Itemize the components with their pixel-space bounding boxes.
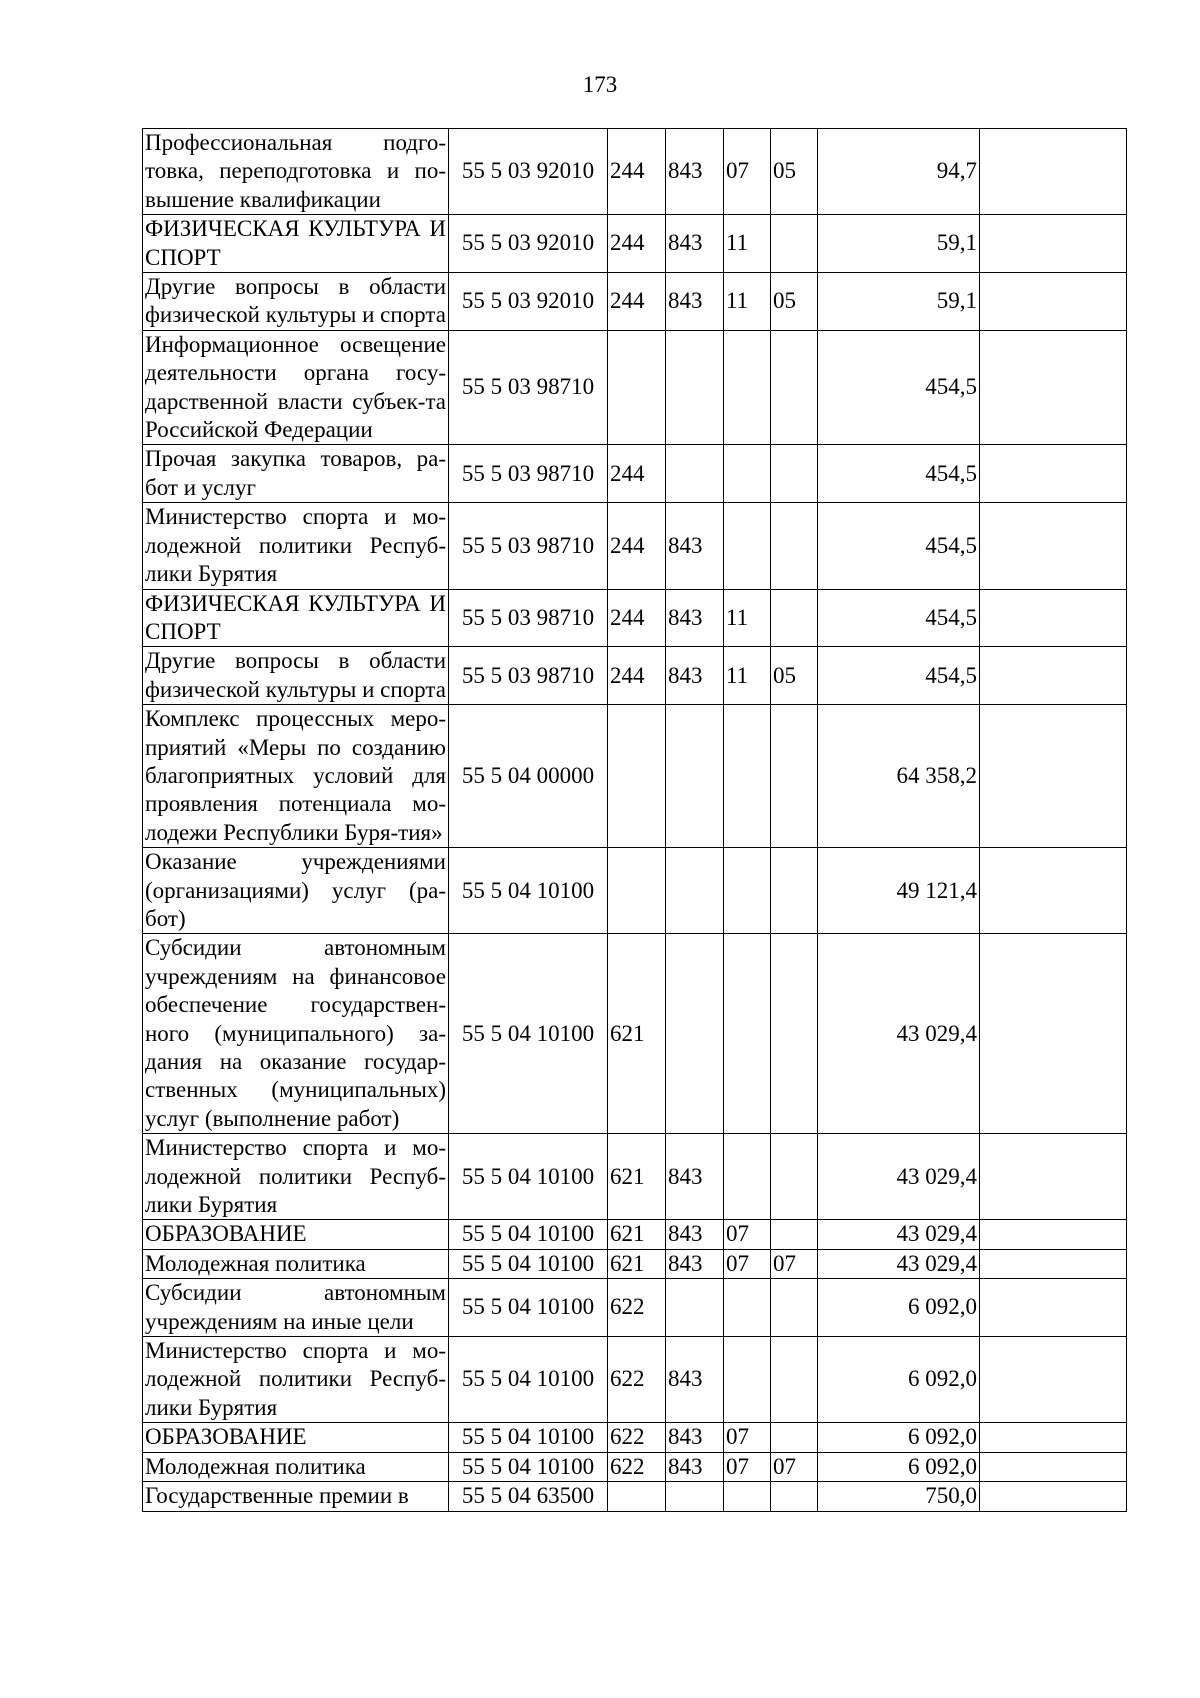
row-subsection-cell [771, 330, 818, 445]
row-subsection-cell [771, 1279, 818, 1337]
row-section-cell [724, 330, 771, 445]
row-name-cell: Информационное освещение деятельности органа госу-дарственной власти субъек-та Российской Федерации [143, 330, 449, 445]
row-section-cell [724, 1482, 771, 1511]
row-subsection-cell [771, 589, 818, 647]
row-subsection-cell [771, 848, 818, 934]
row-amount-cell: 64 358,2 [818, 705, 980, 848]
row-section-cell: 07 [724, 129, 771, 215]
table-row [143, 1134, 1127, 1220]
row-expense-type-cell: 621 [608, 1249, 666, 1278]
row-target-code-cell: 55 5 03 98710 [449, 647, 608, 705]
row-department-code-cell: 843 [666, 273, 724, 331]
row-target-code-cell: 55 5 04 10100 [449, 848, 608, 934]
row-expense-type-cell [608, 705, 666, 848]
row-expense-type-cell: 244 [608, 445, 666, 503]
row-target-code-cell: 55 5 03 98710 [449, 330, 608, 445]
row-empty-cell [980, 1220, 1127, 1249]
row-subsection-cell [771, 1482, 818, 1511]
row-subsection-cell [771, 215, 818, 273]
row-amount-cell: 6 092,0 [818, 1423, 980, 1452]
row-section-cell [724, 705, 771, 848]
row-department-code-cell [666, 934, 724, 1134]
row-amount-cell: 6 092,0 [818, 1452, 980, 1481]
row-empty-cell [980, 503, 1127, 589]
row-empty-cell [980, 1134, 1127, 1220]
row-subsection-cell [771, 934, 818, 1134]
row-empty-cell [980, 273, 1127, 331]
row-expense-type-cell: 621 [608, 1220, 666, 1249]
row-department-code-cell: 843 [666, 1452, 724, 1481]
page-number: 173 [582, 72, 618, 97]
row-name-cell: Оказание учреждениями (организациями) услуг (ра-бот) [143, 848, 449, 934]
table-row [143, 934, 1127, 1134]
row-amount-cell: 6 092,0 [818, 1279, 980, 1337]
row-section-cell [724, 1279, 771, 1337]
table-row [143, 1279, 1127, 1337]
row-name-cell: ОБРАЗОВАНИЕ [143, 1423, 449, 1452]
row-section-cell [724, 848, 771, 934]
row-target-code-cell: 55 5 04 10100 [449, 1279, 608, 1337]
row-target-code-cell: 55 5 04 10100 [449, 934, 608, 1134]
row-empty-cell [980, 848, 1127, 934]
table-row [143, 848, 1127, 934]
row-name-cell: ФИЗИЧЕСКАЯ КУЛЬТУРА И СПОРТ [143, 215, 449, 273]
row-subsection-cell [771, 1134, 818, 1220]
row-target-code-cell: 55 5 03 92010 [449, 129, 608, 215]
row-department-code-cell [666, 445, 724, 503]
row-expense-type-cell: 621 [608, 1134, 666, 1220]
table-row [143, 503, 1127, 589]
row-target-code-cell: 55 5 03 98710 [449, 503, 608, 589]
row-empty-cell [980, 445, 1127, 503]
row-amount-cell: 59,1 [818, 273, 980, 331]
row-target-code-cell: 55 5 04 63500 [449, 1482, 608, 1511]
row-department-code-cell [666, 848, 724, 934]
table-row [143, 445, 1127, 503]
row-expense-type-cell: 622 [608, 1337, 666, 1423]
row-amount-cell: 43 029,4 [818, 934, 980, 1134]
row-amount-cell: 454,5 [818, 330, 980, 445]
row-target-code-cell: 55 5 04 10100 [449, 1423, 608, 1452]
row-department-code-cell: 843 [666, 589, 724, 647]
row-empty-cell [980, 647, 1127, 705]
row-subsection-cell: 07 [771, 1249, 818, 1278]
row-section-cell: 07 [724, 1452, 771, 1481]
row-amount-cell: 750,0 [818, 1482, 980, 1511]
row-subsection-cell [771, 705, 818, 848]
row-name-cell: ОБРАЗОВАНИЕ [143, 1220, 449, 1249]
table-row [143, 1482, 1127, 1511]
row-target-code-cell: 55 5 04 10100 [449, 1452, 608, 1481]
row-subsection-cell [771, 1423, 818, 1452]
row-amount-cell: 59,1 [818, 215, 980, 273]
row-amount-cell: 43 029,4 [818, 1134, 980, 1220]
row-expense-type-cell: 622 [608, 1423, 666, 1452]
row-amount-cell: 43 029,4 [818, 1249, 980, 1278]
row-department-code-cell: 843 [666, 129, 724, 215]
row-expense-type-cell: 622 [608, 1452, 666, 1481]
row-subsection-cell [771, 1220, 818, 1249]
row-section-cell [724, 1337, 771, 1423]
row-expense-type-cell: 622 [608, 1279, 666, 1337]
row-department-code-cell [666, 705, 724, 848]
row-department-code-cell: 843 [666, 215, 724, 273]
row-expense-type-cell: 244 [608, 215, 666, 273]
row-section-cell: 07 [724, 1220, 771, 1249]
row-empty-cell [980, 934, 1127, 1134]
row-empty-cell [980, 1423, 1127, 1452]
row-target-code-cell: 55 5 03 92010 [449, 273, 608, 331]
row-section-cell: 07 [724, 1249, 771, 1278]
row-department-code-cell [666, 1482, 724, 1511]
row-name-cell: Государственные премии в [143, 1482, 449, 1511]
row-name-cell: Министерство спорта и мо-лодежной политики Респуб-лики Бурятия [143, 503, 449, 589]
table-body [143, 129, 1127, 1512]
row-amount-cell: 454,5 [818, 647, 980, 705]
row-section-cell [724, 503, 771, 589]
row-subsection-cell: 07 [771, 1452, 818, 1481]
row-target-code-cell: 55 5 04 10100 [449, 1220, 608, 1249]
row-target-code-cell: 55 5 03 98710 [449, 589, 608, 647]
row-name-cell: Другие вопросы в области физической культуры и спорта [143, 273, 449, 331]
row-name-cell: Прочая закупка товаров, ра-бот и услуг [143, 445, 449, 503]
row-subsection-cell [771, 445, 818, 503]
row-expense-type-cell [608, 848, 666, 934]
table-row [143, 1337, 1127, 1423]
table-row [143, 215, 1127, 273]
row-target-code-cell: 55 5 04 00000 [449, 705, 608, 848]
row-amount-cell: 6 092,0 [818, 1337, 980, 1423]
row-section-cell [724, 445, 771, 503]
row-section-cell: 07 [724, 1423, 771, 1452]
row-subsection-cell: 05 [771, 129, 818, 215]
row-expense-type-cell: 244 [608, 589, 666, 647]
row-name-cell: Министерство спорта и мо-лодежной политики Респуб-лики Бурятия [143, 1337, 449, 1423]
table-row [143, 129, 1127, 215]
row-amount-cell: 49 121,4 [818, 848, 980, 934]
row-expense-type-cell [608, 1482, 666, 1511]
row-subsection-cell [771, 1337, 818, 1423]
row-section-cell [724, 1134, 771, 1220]
row-amount-cell: 454,5 [818, 589, 980, 647]
row-empty-cell [980, 1279, 1127, 1337]
row-target-code-cell: 55 5 04 10100 [449, 1249, 608, 1278]
row-section-cell: 11 [724, 647, 771, 705]
budget-table [142, 128, 1127, 1512]
row-name-cell: Молодежная политика [143, 1249, 449, 1278]
row-target-code-cell: 55 5 04 10100 [449, 1337, 608, 1423]
row-department-code-cell: 843 [666, 503, 724, 589]
table-row [143, 1423, 1127, 1452]
row-name-cell: Молодежная политика [143, 1452, 449, 1481]
table-row [143, 330, 1127, 445]
row-subsection-cell: 05 [771, 273, 818, 331]
row-name-cell: Профессиональная подго-товка, переподготовка и по-вышение квалификации [143, 129, 449, 215]
row-name-cell: Субсидии автономным учреждениям на финансовое обеспечение государствен-ного (муниципального) за-дания на оказание государ-ственных (муниципальных) услуг (выполнение работ) [143, 934, 449, 1134]
row-department-code-cell [666, 330, 724, 445]
row-subsection-cell [771, 503, 818, 589]
row-department-code-cell: 843 [666, 1220, 724, 1249]
row-empty-cell [980, 589, 1127, 647]
row-empty-cell [980, 1337, 1127, 1423]
row-empty-cell [980, 1482, 1127, 1511]
row-section-cell: 11 [724, 589, 771, 647]
row-subsection-cell: 05 [771, 647, 818, 705]
row-target-code-cell: 55 5 03 92010 [449, 215, 608, 273]
row-expense-type-cell: 244 [608, 503, 666, 589]
row-empty-cell [980, 330, 1127, 445]
table-row [143, 647, 1127, 705]
row-empty-cell [980, 129, 1127, 215]
row-amount-cell: 43 029,4 [818, 1220, 980, 1249]
row-department-code-cell [666, 1279, 724, 1337]
row-empty-cell [980, 1249, 1127, 1278]
row-amount-cell: 454,5 [818, 445, 980, 503]
row-expense-type-cell: 244 [608, 647, 666, 705]
row-section-cell [724, 934, 771, 1134]
table-row [143, 1220, 1127, 1249]
row-department-code-cell: 843 [666, 1423, 724, 1452]
row-name-cell: Министерство спорта и мо-лодежной политики Респуб-лики Бурятия [143, 1134, 449, 1220]
row-expense-type-cell: 244 [608, 129, 666, 215]
row-section-cell: 11 [724, 215, 771, 273]
row-empty-cell [980, 215, 1127, 273]
row-department-code-cell: 843 [666, 1337, 724, 1423]
row-department-code-cell: 843 [666, 647, 724, 705]
table-row [143, 705, 1127, 848]
table-row [143, 273, 1127, 331]
table-row [143, 1452, 1127, 1481]
table-row [143, 589, 1127, 647]
row-expense-type-cell: 621 [608, 934, 666, 1134]
row-name-cell: Комплекс процессных меро-приятий «Меры по созданию благоприятных условий для проявления потенциала мо-лодежи Республики Буря-тия» [143, 705, 449, 848]
row-empty-cell [980, 1452, 1127, 1481]
row-target-code-cell: 55 5 04 10100 [449, 1134, 608, 1220]
row-department-code-cell: 843 [666, 1249, 724, 1278]
row-expense-type-cell: 244 [608, 273, 666, 331]
row-name-cell: Субсидии автономным учреждениям на иные цели [143, 1279, 449, 1337]
row-department-code-cell: 843 [666, 1134, 724, 1220]
row-amount-cell: 454,5 [818, 503, 980, 589]
row-name-cell: ФИЗИЧЕСКАЯ КУЛЬТУРА И СПОРТ [143, 589, 449, 647]
row-name-cell: Другие вопросы в области физической культуры и спорта [143, 647, 449, 705]
row-expense-type-cell [608, 330, 666, 445]
row-empty-cell [980, 705, 1127, 848]
table-row [143, 1249, 1127, 1278]
row-amount-cell: 94,7 [818, 129, 980, 215]
row-target-code-cell: 55 5 03 98710 [449, 445, 608, 503]
row-section-cell: 11 [724, 273, 771, 331]
